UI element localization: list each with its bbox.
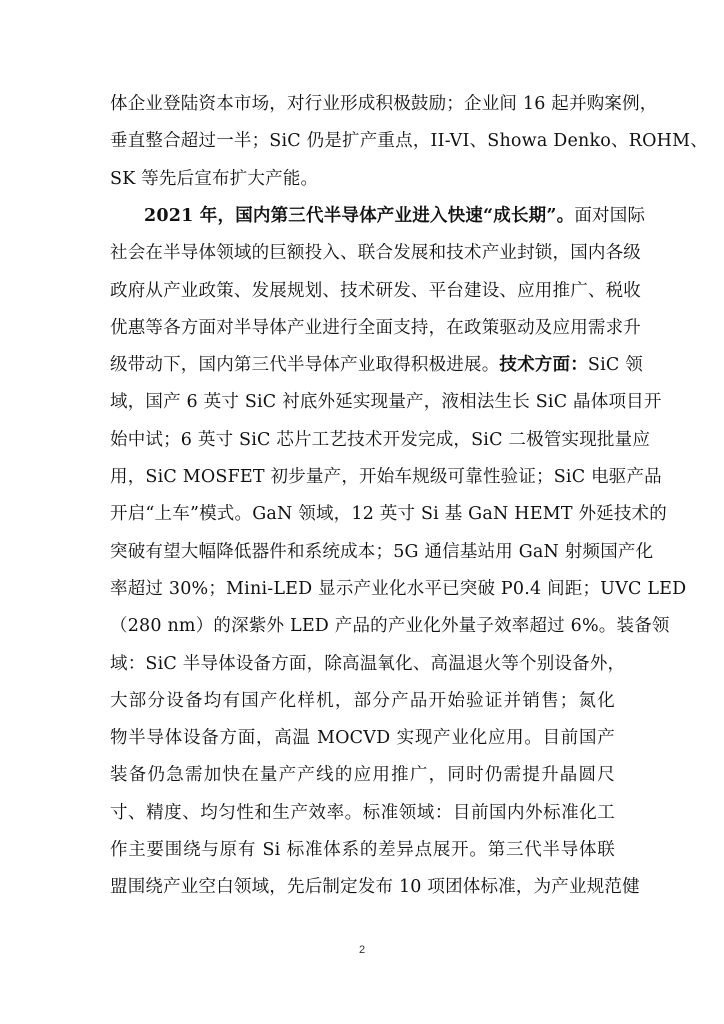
text-segment: 垂直整合超过一半；SiC 仍是扩产重点，II-VI、Showa Denko、ROHM、: [110, 131, 708, 152]
text-segment: SiC 领: [587, 355, 643, 376]
text-line: [110, 871, 640, 903]
text-segment: 作主要围绕与原有 Si 标准体系的差异点展开。第三代半导体联: [110, 840, 615, 860]
text-line: [110, 610, 670, 642]
text-segment: 始中试；6 英寸 SiC 芯片工艺技术开发完成，SiC 二极管实现批量应: [110, 429, 651, 450]
text-line: [110, 386, 662, 418]
text-segment: 率超过 30%；Mini-LED 显示产业化水平已突破 P0.4 间距；UVC LED: [110, 578, 687, 599]
text-segment: 域：SiC 半导体设备方面，除高温氧化、高温退火等个别设备外，: [110, 653, 626, 674]
text-line: [110, 536, 654, 568]
text-line: [110, 88, 658, 120]
text-line: [110, 498, 667, 530]
text-segment: 寸、精度、均匀性和生产效率。标准领域：目前国内外标准化工: [110, 802, 615, 823]
bold-text-segment: 技术方面：: [499, 355, 588, 376]
page-number: 2: [358, 944, 366, 956]
text-segment: 体企业登陆资本市场，对行业形成积极鼓励；企业间 16 起并购案例，: [110, 94, 658, 114]
text-segment: 域，国产 6 英寸 SiC 衬底外延实现量产，液相法生长 SiC 晶体项目开: [110, 392, 662, 413]
text-line: [110, 237, 641, 269]
text-line: [110, 797, 615, 829]
text-line: [110, 125, 708, 157]
text-line: [110, 722, 615, 754]
text-line: [110, 834, 615, 866]
text-line: [110, 573, 687, 605]
text-line: [110, 275, 641, 307]
text-segment: 装备仍急需加快在量产产线的应用推广，同时仍需提升晶圆尺: [110, 765, 615, 786]
text-line: [110, 312, 641, 344]
text-segment: 级带动下，国内第三代半导体产业取得积极进展。: [110, 355, 500, 376]
text-segment: 大部分设备均有国产化样机，部分产品开始验证并销售；氮化: [110, 690, 615, 711]
text-segment: 用，SiC MOSFET 初步量产，开始车规级可靠性验证；SiC 电驱产品: [110, 467, 662, 487]
text-segment: 开启“上车”模式。GaN 领域，12 英寸 Si 基 GaN HEMT 外延技术的: [110, 504, 667, 525]
text-segment: 面对国际: [574, 205, 646, 226]
text-line: [110, 424, 651, 456]
text-segment: SK 等先后宣布扩大产能。: [110, 168, 319, 189]
text-line: [110, 349, 643, 381]
bold-text-segment: 2021 年，国内第三代半导体产业进入快速“成长期”。: [144, 205, 575, 226]
text-segment: 突破有望大幅降低器件和系统成本；5G 通信基站用 GaN 射频国产化: [110, 541, 654, 562]
text-line: [144, 200, 646, 232]
text-line: [110, 163, 615, 195]
text-line: [110, 648, 626, 680]
text-segment: 盟围绕产业空白领域，先后制定发布 10 项团体标准，为产业规范健: [110, 877, 640, 898]
text-segment: 社会在半导体领域的巨额投入、联合发展和技术产业封锁，国内各级: [110, 243, 641, 264]
text-line: [110, 759, 615, 791]
text-segment: 政府从产业政策、发展规划、技术研发、平台建设、应用推广、税收: [110, 280, 641, 301]
text-segment: 物半导体设备方面，高温 MOCVD 实现产业化应用。目前国产: [110, 728, 615, 749]
text-segment: （280 nm）的深紫外 LED 产品的产业化外量子效率超过 6%。装备领: [110, 616, 670, 637]
text-line: [110, 461, 662, 493]
text-line: [110, 685, 615, 717]
text-segment: 优惠等各方面对半导体产业进行全面支持，在政策驱动及应用需求升: [110, 317, 641, 338]
